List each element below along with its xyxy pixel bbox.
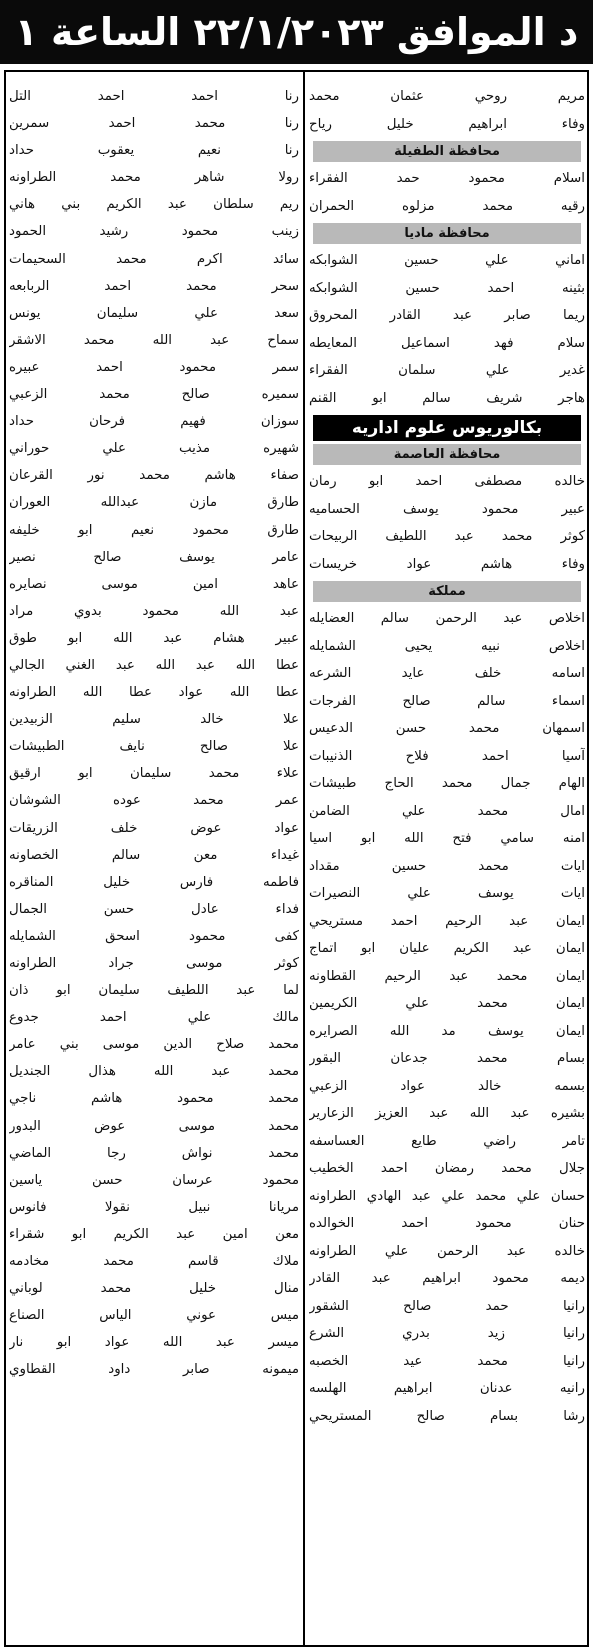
name-entry: خالده مصطفى احمد ابو رمان [309,474,585,489]
right-column [309,83,585,1430]
name-entry: كوثر موسى جراد الطراونه [9,956,299,971]
name-entry: عبير محمود يوسف الحساميه [309,501,585,517]
name-entry: رانيا محمد عيد الخصبه [309,1353,585,1369]
name-entry: محمد نواش رجا الماضي [9,1145,299,1161]
name-entry: منال خليل محمد لوباني [9,1281,299,1297]
name-entry: سحر محمد احمد الربابعه [9,278,299,294]
name-entry: وفاء هاشم عواد خريسات [309,556,585,572]
name-entry: ايمان يوسف مد الله الصرايره [309,1023,585,1039]
name-entry: علا خالد سليم الزبيدين [9,712,299,728]
name-entry: اماني علي حسين الشوابكه [309,253,585,268]
name-entry: هاجر شريف سالم ابو القنم [309,390,585,406]
name-entry: امال محمد علي الضامن [309,803,585,819]
name-entry: ايمان محمد علي الكريمين [309,996,585,1011]
name-entry: بسمه خالد عواد الزعبي [309,1078,585,1094]
name-entry: مريانا نبيل نقولا فانوس [9,1199,299,1215]
name-entry: محمد عبد الله هذال الجنديل [9,1064,299,1080]
name-entry: رنا احمد احمد التل [9,89,299,104]
name-entry: ديمه محمود ابراهيم عبد القادر [309,1271,585,1286]
name-entry: علا صالح نايف الطبيشات [9,739,299,755]
name-entry: محمود عرسان حسن ياسين [9,1172,299,1188]
name-entry: ملاك قاسم محمد مخادمه [9,1254,299,1270]
name-entry: خالده عبد الرحمن علي الطراونه [309,1243,585,1259]
name-entry: معن امين عبد الكريم ابو شقراء [9,1226,299,1242]
name-entry: طارق مازن عبدالله العوران [9,495,299,511]
name-entry: ايمان عبد الرحيم احمد مستريحي [309,913,585,929]
name-entry: لما عبد اللطيف سليمان ابو ذان [9,983,299,999]
section-header: مملكة [313,581,581,602]
name-entry: بسام محمد جدعان البقور [309,1051,585,1066]
name-entry: اسماء سالم صالح الفرجات [309,693,585,709]
name-entry: اخلاص عبد الرحمن سالم العضايله [309,611,585,626]
name-entry: زينب محمود رشيد الحمود [9,224,299,240]
name-entry: عطا الله عبد الله عبد الغني الجالي [9,657,299,673]
name-entry: جلال محمد رمضان احمد الخطيب [309,1161,585,1176]
name-entry: رانيه عدنان ابراهيم الهلسه [309,1381,585,1396]
name-entry: عواد عوض خلف الزريقات [9,820,299,836]
section-header: محافظة الطفيلة [313,141,581,162]
section-header: محافظة العاصمة [313,444,581,465]
name-entry: رولا شاهر محمد الطراونه [9,170,299,186]
name-entry: رقيه محمد مزلوه الحمران [309,198,585,214]
name-entry: عطا الله عواد عطا الله الطراونه [9,685,299,701]
name-entry: ميسر عبد الله عواد ابو نار [9,1335,299,1351]
degree-header: بكالوريوس علوم اداريه [313,415,581,441]
name-entry: علاء محمد سليمان ابو ارقيق [9,766,299,782]
name-entry: الهام جمال محمد الحاج طبيشات [309,776,585,791]
name-entry: طارق محمود نعيم ابو خليفه [9,522,299,538]
name-entry: سعد علي سليمان يونس [9,305,299,321]
left-column [9,83,299,1384]
name-entry: ميس عوني الياس الصناع [9,1308,299,1324]
name-entry: شهيره مذيب علي حوراني [9,441,299,457]
name-entry: سلام فهد اسماعيل المعايطه [309,335,585,351]
name-entry: اخلاص نبيه يحيى الشمايله [309,638,585,654]
name-entry: اسلام محمود حمد الفقراء [309,171,585,186]
name-entry: فاطمه فارس خليل المناقره [9,874,299,890]
name-entry: عاهد امين موسى نصايره [9,576,299,592]
name-entry: غدير علي سلمان الفقراء [309,363,585,378]
name-entry: محمد صلاح الدين موسى بني عامر [9,1037,299,1053]
name-entry: ايمان عبد الكريم عليان ابو اتماج [309,941,585,956]
name-entry: حسان علي محمد علي عبد الهادي الطراونه [309,1188,585,1204]
name-entry: وفاء ابراهيم خليل رياح [309,116,585,132]
name-entry: رشا بسام صالح المستريحي [309,1408,585,1424]
name-entry: امنه سامي فتح الله ابو اسيا [309,831,585,846]
name-entry: ايات يوسف علي النصيرات [309,886,585,901]
name-entry: آسيا احمد فلاح الذنيبات [309,748,585,764]
name-entry: عبير هشام عبد الله ابو طوق [9,630,299,646]
name-entry: ريما صابر عبد القادر المحروق [309,308,585,323]
name-entry: ميمونه صابر داود القطاوي [9,1362,299,1378]
name-entry: رنا نعيم يعقوب حداد [9,143,299,159]
name-entry: غيداء معن سالم الخصاونه [9,847,299,863]
name-entry: سميره صالح محمد الزعبي [9,387,299,403]
name-entry: اسمهان محمد حسن الدعيس [309,721,585,736]
name-entry: رنا محمد احمد سمرين [9,116,299,132]
name-entry: مريم روحي عثمان محمد [309,89,585,104]
name-entry: فداء عادل حسن الجمال [9,901,299,917]
name-entry: كوثر محمد عبد اللطيف الربيحات [309,529,585,544]
name-entry: مالك علي احمد جدوع [9,1010,299,1026]
name-entry: ايمان محمد عبد الرحيم القطاونه [309,968,585,984]
name-entry: سائد اكرم محمد السحيمات [9,251,299,267]
name-entry: ريم سلطان عبد الكريم بني هاني [9,197,299,213]
name-entry: ايات محمد حسين مقداد [309,858,585,874]
name-entry: صفاء هاشم محمد نور القرعان [9,468,299,484]
name-entry: عمر محمد عوده الشوشان [9,793,299,809]
section-header: محافظة ماديا [313,223,581,244]
name-entry: رانيا حمد صالح الشقور [309,1298,585,1314]
name-entry: حنان محمود احمد الخوالده [309,1216,585,1231]
name-entry: محمد محمود هاشم ناجي [9,1091,299,1107]
name-entry: محمد موسى عوض البدور [9,1118,299,1134]
column-divider [303,70,305,1647]
name-entry: اسامه خلف عايد الشرعه [309,666,585,681]
header-banner: د الموافق ٢٢/١/٢٠٢٣ الساعة ١ [0,0,593,64]
name-entry: عبد الله محمود بدوي مراد [9,603,299,619]
name-entry: سمر محمود احمد عبيره [9,359,299,375]
name-entry: تامر راضي طايع العساسفه [309,1133,585,1149]
name-entry: سوزان فهيم فرحان حداد [9,414,299,430]
name-entry: بثينه احمد حسين الشوابكه [309,280,585,296]
name-entry: كفى محمود اسحق الشمايله [9,928,299,944]
name-entry: رانيا زيد بدري الشرع [309,1326,585,1341]
name-entry: سماح عبد الله محمد الاشقر [9,332,299,348]
name-entry: عامر يوسف صالح نصير [9,549,299,565]
name-entry: بشيره عبد الله عبد العزيز الزعارير [309,1106,585,1121]
